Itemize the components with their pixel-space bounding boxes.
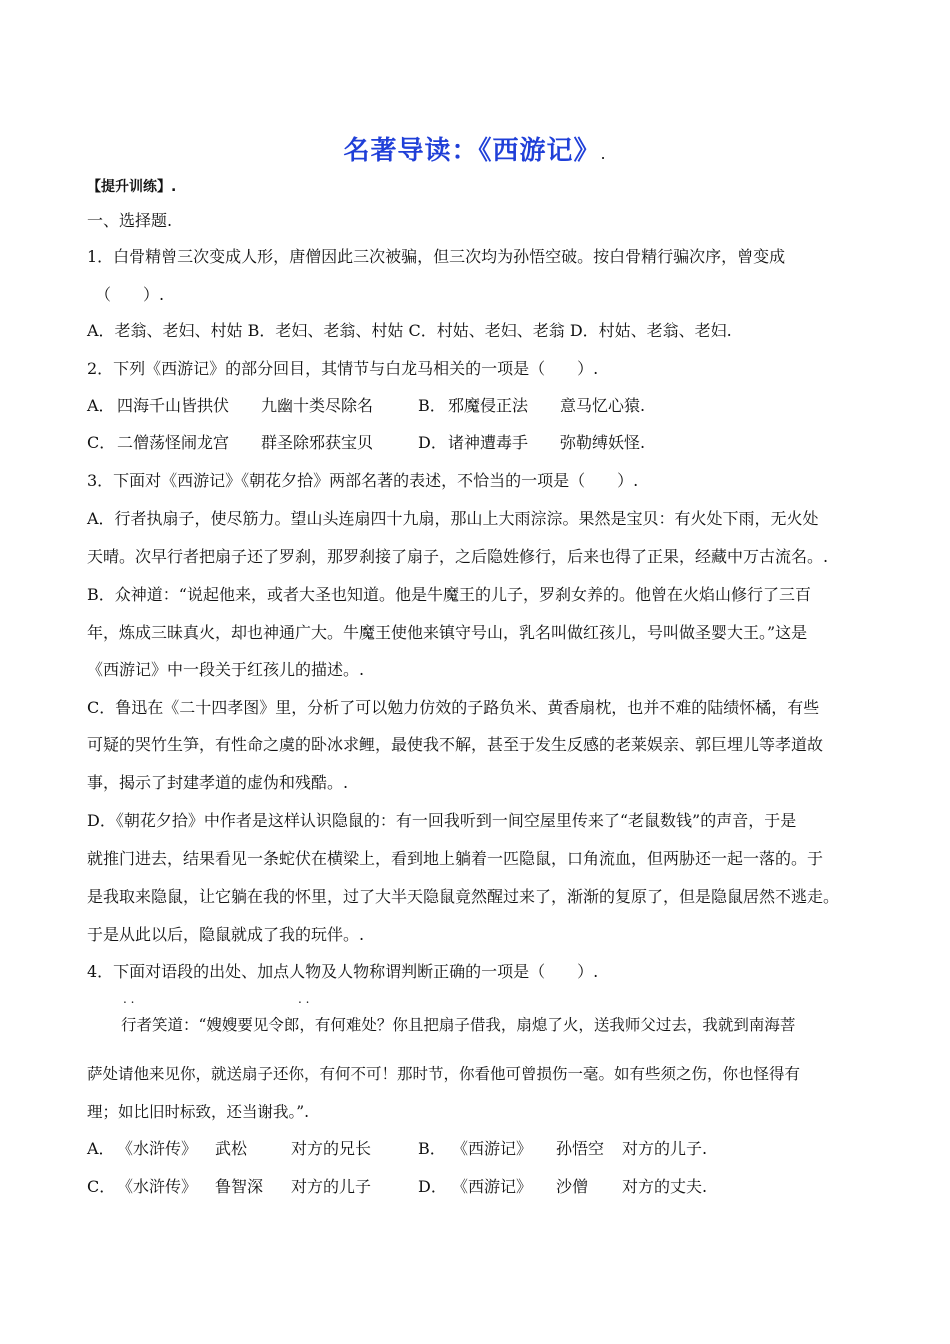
q3-option-c-line3: 事，揭示了封建孝道的虚伪和残酷。. xyxy=(87,773,349,792)
q4-option-c-label: C． xyxy=(87,1177,116,1196)
q3-option-d-line1: D．《朝花夕拾》中作者是这样认识隐鼠的：有一回我听到一间空屋里传来了“老鼠数钱”的声音，于是 xyxy=(87,811,797,830)
q4-option-b-person: 孙悟空 xyxy=(556,1139,605,1158)
q4-option-b-label: B． xyxy=(418,1139,446,1158)
q4-option-d-title: 对方的丈夫. xyxy=(622,1177,708,1196)
section-label: 【提升训练】. xyxy=(87,179,177,195)
q2-option-a-text: 四海千山皆拱伏 九幽十类尽除名 xyxy=(117,396,374,415)
q4-option-a-person: 武松 xyxy=(215,1139,248,1158)
q4-option-b-source: 《西游记》 xyxy=(452,1139,533,1158)
q3-option-d-line3: 是我取来隐鼠，让它躺在我的怀里，过了大半天隐鼠竟然醒过来了，渐渐的复原了，但是隐鼠居然不逃走。 xyxy=(87,887,840,906)
q2-option-b-text: 邪魔侵正法 意马忆心猿. xyxy=(448,396,646,415)
q4-passage-line3: 理；如比旧时标致，还当谢我。”. xyxy=(87,1103,310,1121)
q1-options: A．老翁、老妇、村姑 B．老妇、老翁、村姑 C．村姑、老妇、老翁 D．村姑、老翁、老妇. xyxy=(87,321,732,340)
q4-option-c-person: 鲁智深 xyxy=(215,1177,264,1196)
emphasis-dot: . . xyxy=(123,992,135,1006)
q4-option-d-source: 《西游记》 xyxy=(452,1177,533,1196)
q4-option-d-person: 沙僧 xyxy=(556,1177,589,1196)
title-mark: . xyxy=(600,144,607,163)
q2-option-d-text: 诸神遭毒手 弥勒缚妖怪. xyxy=(448,433,646,452)
emphasis-dot: . . xyxy=(298,992,310,1006)
q4-option-a-label: A． xyxy=(87,1139,115,1158)
q4-option-c-source: 《水浒传》 xyxy=(117,1177,198,1196)
q4-passage-line1: 行者笑道：“嫂嫂要见令郎，有何难处？你且把扇子借我，扇熄了火，送我师父过去，我就到南海菩 xyxy=(121,1016,796,1034)
q2-option-b-label: B． xyxy=(418,396,446,415)
q3-option-b-line1: B．众神道：“说起他来，或者大圣也知道。他是牛魔王的儿子，罗刹女养的。他曾在火焰山修行了三百 xyxy=(87,585,811,604)
q3-option-d-line2: 就推门进去，结果看见一条蛇伏在横梁上，看到地上躺着一匹隐鼠，口角流血，但两胁还一起一落的。于 xyxy=(87,849,824,868)
q4-option-b-title: 对方的儿子. xyxy=(622,1139,708,1158)
q2-option-a-label: A． xyxy=(87,396,115,415)
q4-stem: 4．下面对语段的出处、加点人物及人物称谓判断正确的一项是（ ）. xyxy=(87,962,599,981)
q3-option-c-line2: 可疑的哭竹生笋，有性命之虞的卧冰求鲤，最使我不解，甚至于发生反感的老莱娱亲、郭巨埋儿等孝道故 xyxy=(87,735,824,754)
q2-option-c-text: 二僧荡怪闹龙宫 群圣除邪获宝贝 xyxy=(117,433,374,452)
q2-option-c-label: C． xyxy=(87,433,116,452)
q3-stem: 3．下面对《西游记》《朝花夕拾》两部名著的表述，不恰当的一项是（ ）. xyxy=(87,471,639,490)
q3-option-d-line4: 于是从此以后，隐鼠就成了我的玩伴。. xyxy=(87,925,365,944)
q2-option-d-label: D． xyxy=(418,433,447,452)
q4-option-a-title: 对方的兄长 xyxy=(291,1139,372,1158)
title-text: 名著导读：《西游记》 xyxy=(343,136,601,166)
page-title xyxy=(0,130,950,167)
q4-option-a-source: 《水浒传》 xyxy=(117,1139,198,1158)
q2-stem: 2．下列《西游记》的部分回目，其情节与白龙马相关的一项是（ ）. xyxy=(87,359,599,378)
q3-option-a-line1: A．行者执扇子，使尽筋力。望山头连扇四十九扇，那山上大雨淙淙。果然是宝贝：有火处下雨，无火处 xyxy=(87,509,819,528)
q3-option-b-line2: 年，炼成三昧真火，却也神通广大。牛魔王使他来镇守号山，乳名叫做红孩儿，号叫做圣婴大王。”这是 xyxy=(87,623,808,642)
q3-option-b-line3: 《西游记》中一段关于红孩儿的描述。. xyxy=(87,660,365,679)
q4-passage-line2: 萨处请他来见你，就送扇子还你，有何不可！那时节，你看他可曾损伤一毫。如有些须之伤，你也怪得有 xyxy=(87,1065,801,1083)
q1-stem-cont: （ ）. xyxy=(95,285,165,304)
q4-option-c-title: 对方的儿子 xyxy=(291,1177,372,1196)
q3-option-c-line1: C．鲁迅在《二十四孝图》里，分析了可以勉力仿效的子路负米、黄香扇枕，也并不难的陆绩怀橘，有些 xyxy=(87,698,820,717)
q4-option-d-label: D． xyxy=(418,1177,447,1196)
part-heading: 一、选择题. xyxy=(87,211,173,230)
q1-stem: 1．白骨精曾三次变成人形，唐僧因此三次被骗，但三次均为孙悟空破。按白骨精行骗次序，曾变成 xyxy=(87,247,786,266)
q3-option-a-line2: 天晴。次早行者把扇子还了罗刹，那罗刹接了扇子，之后隐姓修行，后来也得了正果，经藏中万古流名。. xyxy=(87,547,829,566)
